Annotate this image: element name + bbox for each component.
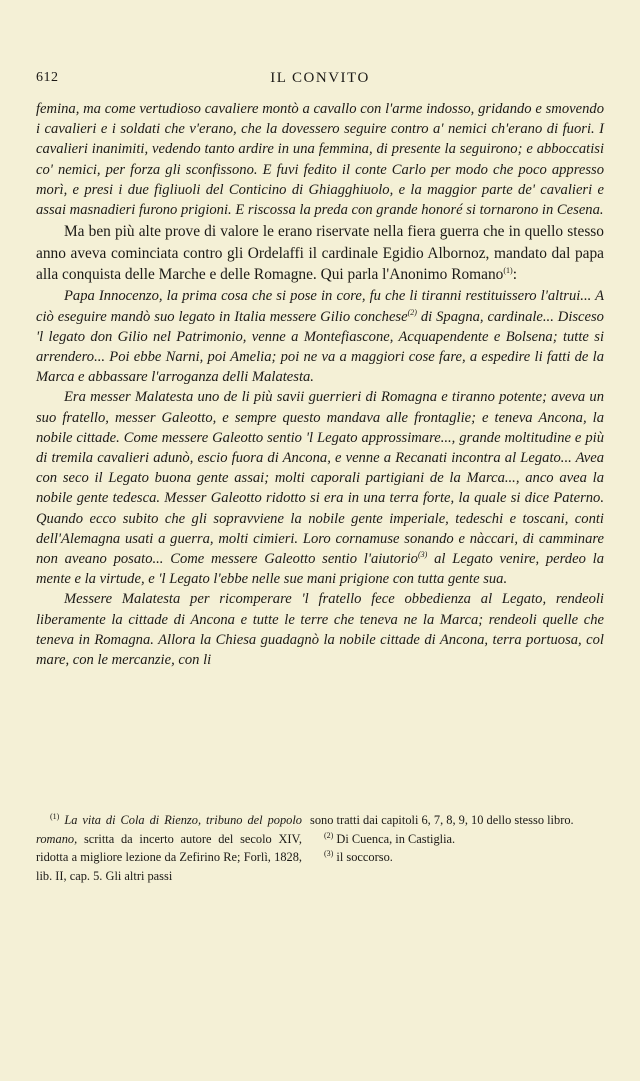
quote-paragraph-3 [36,387,604,589]
footnote-1 [36,811,302,885]
footnote-2-text: Di Cuenca, in Castiglia. [333,831,456,846]
footnote-3-mark: (3) [324,849,334,859]
quote-paragraph-2 [36,286,604,387]
narrative-paragraph [36,221,604,285]
footnote-2-mark: (2) [324,830,334,840]
footnote-1-text: scritta da incerto autore del secolo XIV, ridotta a migliore lezione da Zefirino Re; Forlì, 1828, lib. II, cap. 5. Gli altri passi [36,831,302,883]
quote-2-part-b: di Spagna, cardinale... Disceso 'l legato don Gilio nel Patrimonio, venne a Montefiascone, Acquapendente e Bolsena; tutte si arrendero... Poi ebbe Narni, poi Amelia; poi ne va a maggiori cose fare, a espedire li fatti de la Marca e abbassare l'arroganza delli Malatesta. [36,308,604,386]
footnote-1-title: La vita di Cola di Rienzo, tribuno del popolo romano, [36,813,302,846]
footnote-2 [310,830,604,849]
quote-paragraph-1: femina, ma come vertudioso cavaliere montò a cavallo con l'arme indosso, gridando e smovendo i cavalieri e i soldati che v'erano, che la dovessero seguire contro a' nemici ch'erano di fuori. I cavalieri inanimiti, vedendo tanto ardire in una femmina, di presente la seguirono; e abboccatisi co' nemici, per forza gli sconfissono. E fuvi fedito il conte Carlo per modo che poco appresso morì, e presi i due figliuoli del Conticino di Ghiagghiuolo, e la maggior parte de' cavalieri e assai masnadieri furono prigioni. E riscossa la preda con grande honoré si tornarono in Cesena. [36,101,604,219]
footnote-1-continuation: sono tratti dai capitoli 6, 7, 8, 9, 10 dello stesso libro. [310,813,574,827]
footnotes-left-column [36,811,302,885]
footnotes-right-column [310,811,604,867]
quote-3-part-a: Era messer Malatesta uno de li più savii guerrieri di Romagna e tiranno potente; aveva un suo fratello, messer Galeotto, e sempre questo mandava alle frontaglie; e teneva Ancona, la nobile cittade. Come messere Galeotto sentio 'l Legato approssimare..., grande moltitudine e più di tremila cavalieri adunò, escio fuora di Ancona, e venne a Recanati incontra al Legato... Avea con seco il Legato buona gente assai; molti caporali partigiani de la Marca..., anco avea la nobile gente tedesca. Messer Galeotto ridotto si era in una terra forte, la quale si dice Paterno. Quando ecco subito che gli sopravviene la nobile gente imperiale, tedeschi e toscani, conti dell'Alemagna usati a guerra, molti cimieri. Loro cornamuse sonando e nàccari, di camminare non aveano posato... Come messere Galeotto sentio l'aiutorio [36,389,604,568]
footnote-3 [310,848,604,867]
quote-3-part-b: al Legato venire, perdeo la mente e la virtude, e 'l Legato l'ebbe nelle sue mani prigione con tutta gente sua. [36,551,604,588]
main-text [36,99,604,670]
running-header [36,70,604,92]
footnote-ref-2: (2) [407,307,417,317]
quote-paragraph-4: Messere Malatesta per ricomperare 'l fratello fece obbedienza al Legato, rendeoli liberamente la cittade di Ancona e tutte le terre che teneva ne la Marca; rendeoli quelle che teneva in Romagna. Allora la Chiesa guadagnò la nobile cittade di Ancona, terra portuosa, col mare, con le mercanzie, con li [36,591,604,669]
narrative-colon: : [512,266,517,284]
narrative-text: Ma ben più alte prove di valore le erano riservate nella fiera guerra che in quello stesso anno aveva cominciata contro gli Ordelaffi il cardinale Egidio Albornoz, mandato dal papa alla conquista delle Marche e delle Romagne. Qui parla l'Anonimo Romano [36,223,604,284]
footnote-3-text: il soccorso. [333,850,393,865]
footnote-ref-3: (3) [417,550,428,560]
footnote-1-mark: (1) [50,811,60,821]
quote-2-part-a: Papa Innocenzo, la prima cosa che si pose in core, fu che li tiranni restituissero l'altrui... A ciò eseguire mandò suo legato in Italia messere Gilio conchese [36,288,604,325]
footnote-ref-1: (1) [503,265,513,275]
page-number: 612 [36,70,59,85]
running-title: IL CONVITO [270,70,370,86]
